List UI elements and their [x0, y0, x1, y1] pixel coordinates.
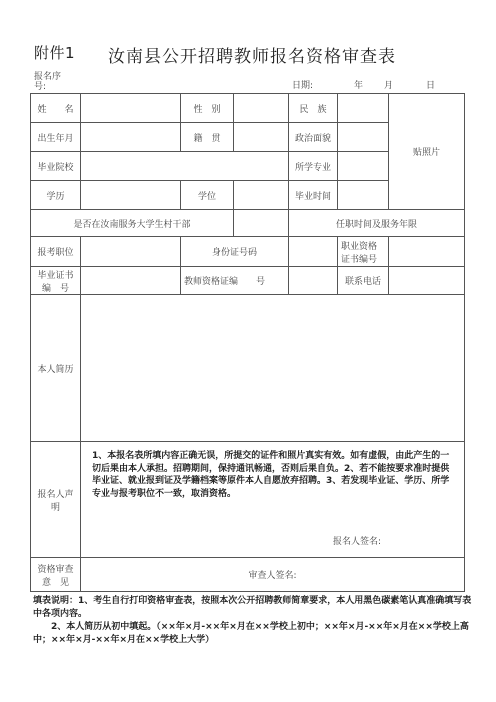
registration-number-label: 报名序号:	[34, 72, 62, 92]
apply-position-field[interactable]	[81, 237, 181, 267]
teacher-cert-field[interactable]	[289, 267, 338, 295]
qualification-cert-label: 职业资格证书编号	[338, 237, 389, 267]
graduation-time-label: 毕业时间	[289, 181, 338, 210]
table-row	[31, 442, 465, 558]
political-status-field[interactable]	[338, 123, 389, 152]
applicant-signature-label: 报名人签名:	[332, 537, 381, 547]
ethnicity-field[interactable]	[338, 94, 389, 123]
graduation-cert-label: 毕业证书 编 号	[31, 267, 81, 295]
title-row	[34, 42, 474, 66]
year-label: 年	[354, 81, 364, 91]
table-row	[31, 558, 465, 592]
reviewer-signature-label[interactable]: 审查人签名:	[81, 558, 465, 592]
phone-label: 联系电话	[338, 267, 389, 295]
qualification-form-table	[30, 93, 465, 592]
degree-label: 学位	[181, 181, 234, 210]
table-row	[31, 267, 465, 295]
birth-label: 出生年月	[31, 123, 81, 152]
political-status-label: 政治面貌	[289, 123, 338, 152]
table-row	[31, 237, 465, 267]
instruction-line-1: 填表说明：1、考生自行打印资格审查表，按照本次公开招聘教师简章要求，本人用黑色碳素笔认真准确填写表中各项内容。	[33, 596, 472, 619]
service-time-label: 任职时间及服务年限	[289, 210, 465, 237]
school-field[interactable]	[81, 152, 289, 181]
major-label: 所学专业	[289, 152, 338, 181]
graduation-time-field[interactable]	[338, 181, 389, 210]
native-place-label: 籍 贯	[181, 123, 234, 152]
ethnicity-label: 民 族	[289, 94, 338, 123]
declaration-label: 报名人声 明	[31, 442, 81, 558]
degree-field[interactable]	[234, 181, 289, 210]
day-label: 日	[426, 81, 436, 91]
photo-area[interactable]: 贴照片	[389, 94, 465, 210]
graduation-cert-field[interactable]	[81, 267, 181, 295]
apply-position-label: 报考职位	[31, 237, 81, 267]
id-number-label: 身份证号码	[181, 237, 289, 267]
gender-label: 性 别	[181, 94, 234, 123]
declaration-text: 1、本报名表所填内容正确无误，所提交的证件和照片真实有效。如有虚假，由此产生的一切后果由本人承担。招聘期间，保持通讯畅通，否则后果自负。2、若不能按要求准时提供毕业证、就业报到证及学籍档案等原件本人自愿放弃招聘。3、若发现毕业证、学历、所学专业与报考职位不一致，取消资格。	[92, 451, 450, 499]
month-label: 月	[384, 81, 394, 91]
phone-field[interactable]	[389, 267, 465, 295]
id-number-field[interactable]	[289, 237, 338, 267]
table-row	[31, 94, 465, 123]
table-row	[31, 295, 465, 442]
gender-field[interactable]	[234, 94, 289, 123]
native-place-field[interactable]	[234, 123, 289, 152]
filling-instructions	[33, 595, 473, 647]
page-title: 汝南县公开招聘教师报名资格审查表	[108, 47, 396, 67]
instruction-line-2: 2、本人简历从初中填起。（××年×月-××年×月在××学校上初中；××年×月-××年×月在××学校上高中；××年×月-××年×月在××学校上大学）	[33, 622, 469, 645]
birth-field[interactable]	[81, 123, 181, 152]
declaration-cell	[81, 442, 465, 558]
education-label: 学历	[31, 181, 81, 210]
name-label: 姓 名	[31, 94, 81, 123]
village-cadre-field[interactable]	[234, 210, 289, 237]
school-label: 毕业院校	[31, 152, 81, 181]
name-field[interactable]	[81, 94, 181, 123]
review-opinion-label: 资格审查意 见	[31, 558, 81, 592]
attachment-label: 附件1	[34, 44, 76, 62]
date-label: 日期:	[292, 81, 314, 91]
resume-field[interactable]	[81, 295, 465, 442]
qualification-cert-field[interactable]	[389, 237, 465, 267]
meta-row	[34, 72, 474, 92]
major-field[interactable]	[338, 152, 389, 181]
teacher-cert-label: 教师资格证编 号	[181, 267, 289, 295]
education-field[interactable]	[81, 181, 181, 210]
table-row	[31, 210, 465, 237]
village-cadre-label: 是否在汝南服务大学生村干部	[31, 210, 234, 237]
resume-label: 本人简历	[31, 295, 81, 442]
